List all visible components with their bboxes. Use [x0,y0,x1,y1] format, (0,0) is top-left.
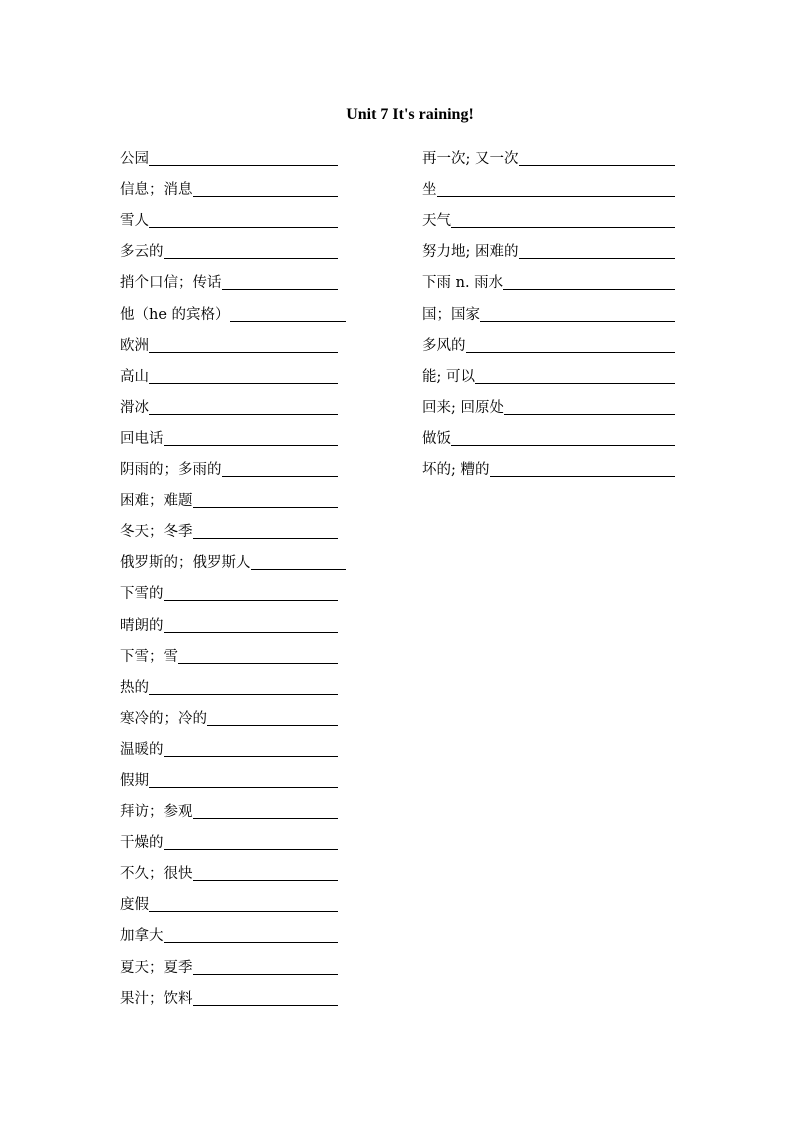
answer-blank[interactable] [193,864,339,881]
vocab-item [120,915,338,946]
vocab-term: 努力地; 困难的 [422,244,519,261]
vocab-item [120,262,338,293]
vocab-item [422,293,675,324]
answer-blank[interactable] [222,273,339,290]
answer-blank[interactable] [451,429,675,446]
vocab-item [120,760,338,791]
page-title: Unit 7 It's raining! [346,106,474,123]
vocab-term: 度假 [120,897,149,914]
vocab-item [120,884,338,915]
vocab-term: 下雨 n. 雨水 [422,275,504,292]
vocab-term: 回电话 [120,430,164,447]
answer-blank[interactable] [519,149,676,166]
vocab-term: 拜访；参观 [120,804,193,821]
vocab-term: 困难；难题 [120,493,193,510]
answer-blank[interactable] [164,584,339,601]
vocab-term: 热的 [120,679,149,696]
vocab-item [120,356,338,387]
vocab-item [120,978,338,1009]
vocab-item [422,387,675,418]
answer-blank[interactable] [193,802,339,819]
vocab-term: 冬天；冬季 [120,524,193,541]
vocab-item [120,169,338,200]
vocab-item [120,511,338,542]
answer-blank[interactable] [193,180,339,197]
answer-blank[interactable] [519,242,676,259]
answer-blank[interactable] [149,771,338,788]
answer-blank[interactable] [149,211,338,228]
answer-blank[interactable] [193,958,339,975]
vocab-term: 下雪的 [120,586,164,603]
answer-blank[interactable] [193,522,339,539]
answer-blank[interactable] [222,460,339,477]
vocab-term: 假期 [120,772,149,789]
answer-blank[interactable] [149,149,338,166]
vocab-item [120,293,346,324]
answer-blank[interactable] [178,647,338,664]
vocab-term: 坏的; 糟的 [422,462,490,479]
vocab-item [422,449,675,480]
vocab-term: 多风的 [422,337,466,354]
vocab-term: 加拿大 [120,928,164,945]
vocab-term: 再一次; 又一次 [422,151,519,168]
vocab-term: 信息；消息 [120,182,193,199]
vocab-term: 俄罗斯的；俄罗斯人 [120,555,251,572]
answer-blank[interactable] [503,273,675,290]
vocab-term: 阴雨的；多雨的 [120,462,222,479]
answer-blank[interactable] [207,709,338,726]
vocab-term: 果汁；饮料 [120,990,193,1007]
vocab-term: 能; 可以 [422,368,475,385]
vocab-term: 天气 [422,213,451,230]
vocab-term: 寒冷的；冷的 [120,710,207,727]
answer-blank[interactable] [451,211,675,228]
vocab-term: 干燥的 [120,835,164,852]
vocab-term: 欧洲 [120,337,149,354]
vocab-item [120,387,338,418]
left-vocab-column [120,138,346,1009]
vocab-item [120,636,338,667]
vocab-item [120,200,338,231]
vocab-term: 公园 [120,151,149,168]
vocab-item [120,822,338,853]
vocab-item [120,418,338,449]
answer-blank[interactable] [149,336,338,353]
answer-blank[interactable] [164,740,339,757]
vocab-item [120,791,338,822]
vocab-item [120,604,338,635]
vocab-term: 高山 [120,368,149,385]
vocab-term: 回来; 回原处 [422,399,504,416]
vocab-item [422,138,675,169]
vocab-item [120,138,338,169]
vocab-term: 坐 [422,182,437,199]
vocab-term: 多云的 [120,244,164,261]
answer-blank[interactable] [251,553,347,570]
vocab-term: 晴朗的 [120,617,164,634]
answer-blank[interactable] [164,429,339,446]
answer-blank[interactable] [475,367,675,384]
vocab-item [422,231,675,262]
answer-blank[interactable] [149,367,338,384]
vocab-item [120,325,338,356]
answer-blank[interactable] [193,989,339,1006]
vocab-term: 做饭 [422,430,451,447]
vocab-term: 夏天；夏季 [120,959,193,976]
vocab-item [120,542,346,573]
answer-blank[interactable] [466,336,676,353]
vocab-term: 捎个口信；传话 [120,275,222,292]
answer-blank[interactable] [504,398,675,415]
vocab-term: 他（he 的宾格） [120,306,230,323]
answer-blank[interactable] [164,833,339,850]
vocab-item [120,573,338,604]
vocab-item [120,231,338,262]
vocab-term: 不久；很快 [120,866,193,883]
answer-blank[interactable] [437,180,676,197]
vocab-item [422,262,675,293]
vocab-item [422,325,675,356]
vocab-item [422,418,675,449]
answer-blank[interactable] [193,491,339,508]
vocab-term: 滑冰 [120,399,149,416]
vocab-item [120,729,338,760]
vocab-item [120,698,338,729]
answer-blank[interactable] [149,678,338,695]
vocab-item [422,356,675,387]
vocab-item [120,480,338,511]
vocab-term: 国；国家 [422,306,480,323]
answer-blank[interactable] [164,926,339,943]
answer-blank[interactable] [164,242,339,259]
vocab-item [120,853,338,884]
vocab-item [422,200,675,231]
vocab-item [120,667,338,698]
answer-blank[interactable] [490,460,676,477]
vocab-item [120,946,338,977]
vocab-item [120,449,338,480]
answer-blank[interactable] [164,616,339,633]
answer-blank[interactable] [149,398,338,415]
answer-blank[interactable] [149,895,338,912]
answer-blank[interactable] [230,305,346,322]
vocab-term: 雪人 [120,213,149,230]
vocab-term: 温暖的 [120,741,164,758]
vocab-item [422,169,675,200]
answer-blank[interactable] [480,305,675,322]
vocab-term: 下雪；雪 [120,648,178,665]
right-vocab-column [422,138,675,480]
